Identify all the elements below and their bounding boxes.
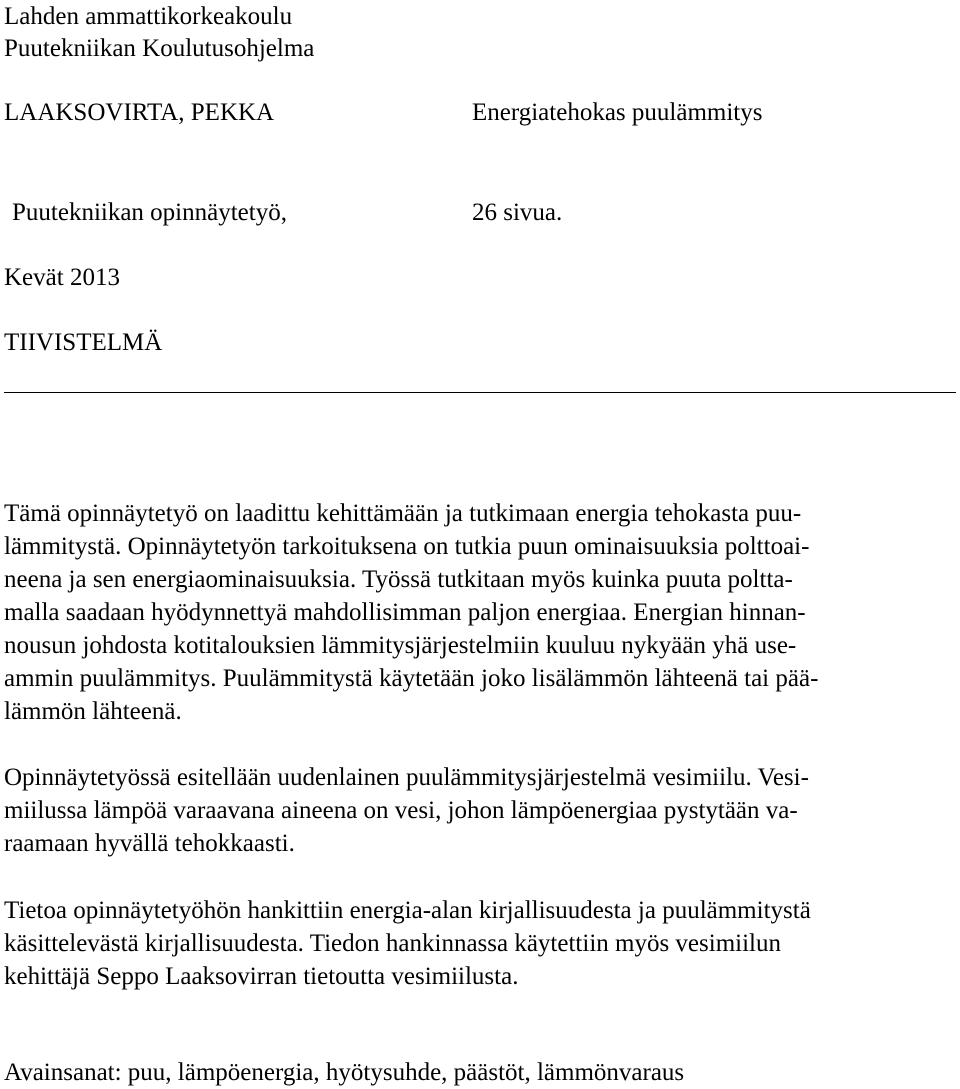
paragraph-line: Tämä opinnäytetyö on laadittu kehittämään ja tutkimaan energia tehokasta puu- [4, 500, 802, 527]
abstract-paragraph-2 [4, 761, 949, 860]
paragraph-line: nousun johdosta kotitalouksien lämmitysjärjestelmiin kuuluu nykyään yhä use- [4, 632, 797, 659]
paragraph-line: lämmön lähteenä. [4, 698, 182, 725]
thesis-type: Puutekniikan opinnäytetyö, [12, 199, 287, 226]
abstract-paragraph-3 [4, 894, 949, 993]
paragraph-line: malla saadaan hyödynnettyä mahdollisimman paljon energiaa. Energian hinnan- [4, 599, 806, 626]
paragraph-line: lämmitystä. Opinnäytetyön tarkoituksena on tutkia puun ominaisuuksia polttoai- [4, 533, 810, 560]
paragraph-line: neena ja sen energiaominaisuuksia. Työssä tutkitaan myös kuinka puuta poltta- [4, 566, 793, 593]
thesis-title: Energiatehokas puulämmitys [472, 99, 763, 126]
paragraph-line: ammin puulämmitys. Puulämmitystä käytetään joko lisälämmön lähteenä tai pää- [4, 665, 819, 692]
section-heading: TIIVISTELMÄ [4, 329, 163, 356]
author-name: LAAKSOVIRTA, PEKKA [4, 99, 275, 126]
paragraph-line: miilussa lämpöä varaavana aineena on vesi, johon lämpöenergiaa pystytään va- [4, 797, 798, 824]
keywords: Avainsanat: puu, lämpöenergia, hyötysuhde, päästöt, lämmönvaraus [4, 1059, 685, 1086]
term: Kevät 2013 [4, 264, 120, 291]
institution-name: Lahden ammattikorkeakoulu [4, 3, 293, 30]
paragraph-line: Opinnäytetyössä esitellään uudenlainen puulämmitysjärjestelmä vesimiilu. Vesi- [4, 764, 809, 791]
paragraph-line: kehittäjä Seppo Laaksovirran tietoutta vesimiilusta. [4, 963, 519, 990]
page-count: 26 sivua. [472, 199, 563, 226]
paragraph-line: Tietoa opinnäytetyöhön hankittiin energia-alan kirjallisuudesta ja puulämmitystä [4, 897, 811, 924]
paragraph-line: käsittelevästä kirjallisuudesta. Tiedon hankinnassa käytettiin myös vesimiilun [4, 930, 781, 957]
program-name: Puutekniikan Koulutusohjelma [4, 35, 315, 62]
abstract-paragraph-1 [4, 497, 949, 728]
horizontal-rule [4, 392, 956, 393]
paragraph-line: raamaan hyvällä tehokkaasti. [4, 830, 295, 857]
